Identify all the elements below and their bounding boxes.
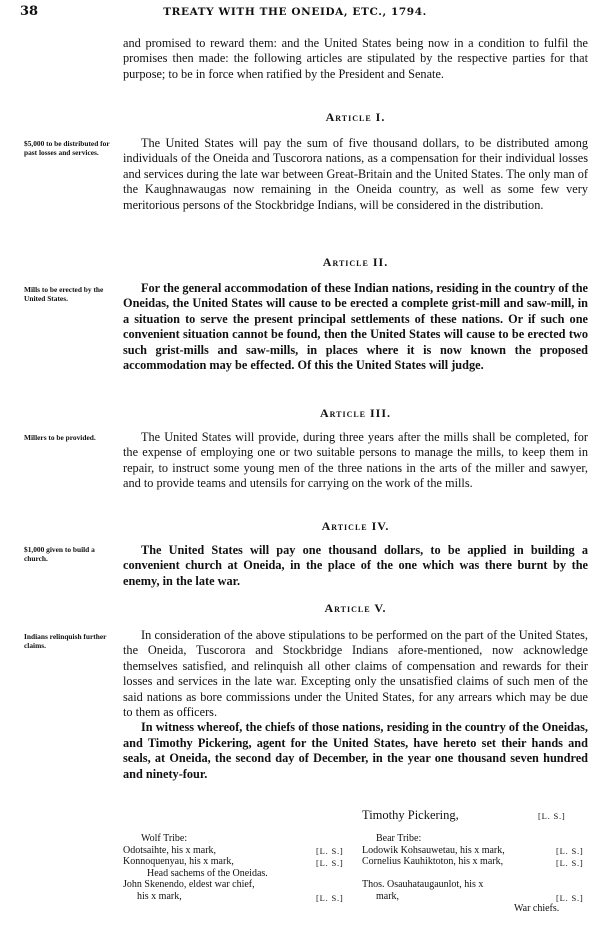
article-1-body <box>123 136 588 213</box>
witness-clause: In witness whereof, the chiefs of those nations, residing in the country of the Oneidas, and Timothy Pickering, agent for the United States, have hereto set their hands and seals, at Oneida, the second day of December, in the year one thousand seven hundred and ninety-four. <box>123 720 588 781</box>
article-4-heading: Article IV. <box>321 519 390 533</box>
margin-note-article-3: Millers to be provided. <box>24 433 96 442</box>
wolf-signer-2: Konnoquenyau, his x mark, <box>123 856 234 868</box>
wolf-signer-1: Odotsaihte, his x mark, <box>123 844 217 856</box>
bear-war-chiefs-note: War chiefs. <box>514 902 560 914</box>
article-1-heading: Article I. <box>325 110 386 124</box>
intro-text: and promised to reward them: and the United States being now in a condition to fulfil the promises then made: the following articles are stipulated by the respective parties for that purpose; to be in force when ratified by the President and Senate. <box>123 36 588 81</box>
margin-note-article-2: Mills to be erected by the United States. <box>24 285 104 303</box>
bear-tribe-title: Bear Tribe: <box>376 833 422 844</box>
wolf-signer-3: John Skenendo, eldest war chief, <box>123 879 255 891</box>
wolf-seal-3: [L. S.] <box>316 893 344 903</box>
bear-signer-2: Cornelius Kauhiktoton, his x mark, <box>362 856 504 868</box>
wolf-tribe-title: Wolf Tribe: <box>141 833 188 844</box>
running-head: TREATY WITH THE ONEIDA, ETC., 1794. <box>163 6 427 18</box>
margin-note-article-1: $5,000 to be distributed for past losses and services. <box>24 139 110 157</box>
bear-signer-1: Lodowik Kohsauwetau, his x mark, <box>362 844 505 856</box>
bear-tribe-signatures <box>362 833 559 914</box>
margin-note-article-4: $1,000 given to build a church. <box>24 545 95 563</box>
article-2-body <box>123 281 588 373</box>
pickering-signature: Timothy Pickering, <box>362 808 459 822</box>
article-4-body <box>123 543 588 589</box>
article-5-heading: Article V. <box>324 601 387 615</box>
article-5-body <box>123 628 588 782</box>
wolf-tribe-signatures <box>123 833 268 903</box>
article-1-text: The United States will pay the sum of five thousand dollars, to be distributed among individuals of the Oneida and Tuscorora nations, as a compensation for their individual losses and services during the late war between Great-Britain and the United States. The only man of the Kaughnawaugas now remaining in the Oneida country, as well as some few very meritorious persons of the Stockbridge Indians, will be considered in the distribution. <box>123 136 588 212</box>
bear-seal-1: [L. S.] <box>556 846 584 856</box>
bear-signer-3-mark: mark, <box>376 890 400 902</box>
article-3-heading: Article III. <box>319 406 392 420</box>
article-3-body <box>123 430 588 492</box>
page-header <box>20 4 586 22</box>
article-4-text: The United States will pay one thousand dollars, to be applied in building a convenient church at Oneida, in the place of the one which was there burnt by the enemy, in the late war. <box>123 543 588 588</box>
bear-seal-2: [L. S.] <box>556 858 584 868</box>
bear-signer-3: Thos. Osauhataugaunlot, his x <box>362 879 484 891</box>
wolf-signer-3-mark: his x mark, <box>137 890 182 902</box>
pickering-seal: [L. S.] <box>538 811 566 821</box>
margin-note-article-5: Indians relinquish further claims. <box>24 632 107 650</box>
intro-paragraph <box>123 36 588 82</box>
article-5-text: In consideration of the above stipulations to be performed on the part of the United States, the Oneida, Tuscorora and Stockbridge Indians afore-mentioned, now acknowledge themselves satisfied, and relinquish all other claims of compensation and rewards for their losses and services in the late war. Excepting only the unsatisfied claims of such men of the said nations as bore commissions under the United States, for any arrears which may be due to them as officers. <box>123 628 588 720</box>
page-number: 38 <box>20 4 39 19</box>
wolf-seal-1: [L. S.] <box>316 846 344 856</box>
bear-seal-3: [L. S.] <box>556 893 584 903</box>
wolf-sachems-note: Head sachems of the Oneidas. <box>147 867 268 879</box>
wolf-seal-2: [L. S.] <box>316 858 344 868</box>
article-2-heading: Article II. <box>322 255 389 269</box>
article-3-text: The United States will provide, during three years after the mills shall be completed, for the expense of employing one or two suitable persons to manage the mills, to keep them in repair, to instruct some young men of the three nations in the arts of the miller and sawyer, and to provide teams and utensils for carrying on the work of the mills. <box>123 430 588 491</box>
bear-spacer <box>362 868 559 880</box>
article-2-text: For the general accommodation of these Indian nations, residing in the country of the Oneidas, the United States will cause to be erected a complete grist-mill and saw-mill, in a situation to serve the present principal settlements of these nations. Or if such one convenient situation cannot be found, then the United States will cause to be erected two such grist-mills and saw-mills, in places where it is now known the proposed accommodation may be effected. Of this the United States will judge. <box>123 281 589 373</box>
